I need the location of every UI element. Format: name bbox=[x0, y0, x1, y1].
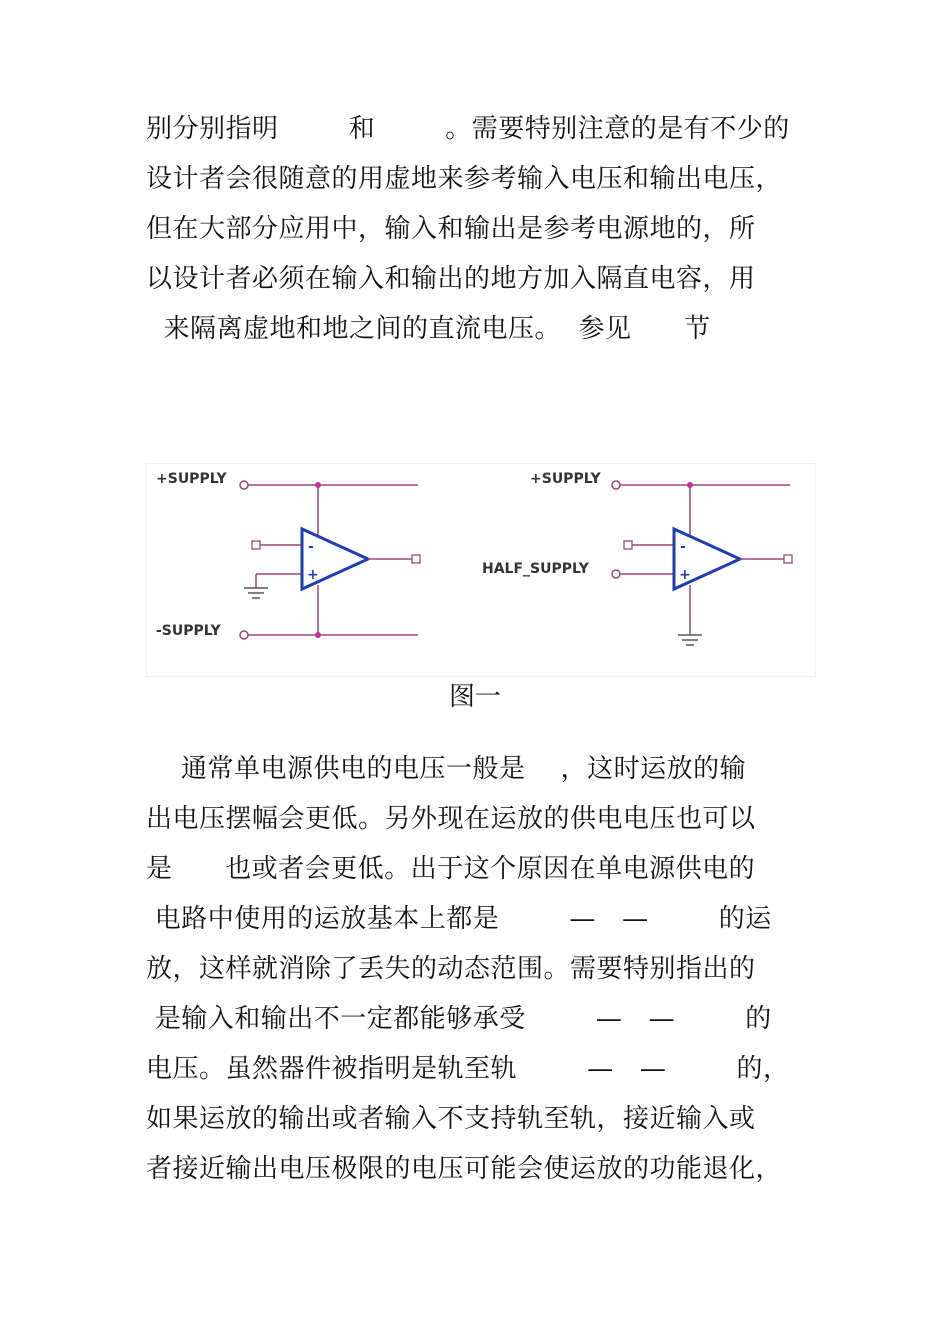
text-line: 以设计者必须在输入和输出的地方加入隔直电容，用 bbox=[146, 264, 756, 294]
noninverting-sign: + bbox=[679, 567, 691, 583]
text-line: 电路中使用的运放基本上都是 — — 的运 bbox=[146, 904, 772, 934]
text-line: 是输入和输出不一定都能够承受 — — 的 bbox=[146, 1004, 772, 1034]
text-line: 电压。虽然器件被指明是轨至轨 — — 的， bbox=[146, 1054, 790, 1084]
input-terminal-icon bbox=[624, 541, 632, 549]
plus-supply-label: +SUPPLY bbox=[530, 471, 601, 487]
inverting-sign: - bbox=[308, 539, 314, 555]
text-line: 是 也或者会更低。出于这个原因在单电源供电的 bbox=[146, 854, 756, 884]
figure-caption: 图一 bbox=[448, 682, 501, 712]
text-line: 者接近输出电压极限的电压可能会使运放的功能退化， bbox=[146, 1154, 783, 1184]
text-line: 通常单电源供电的电压一般是 ，这时运放的输 bbox=[146, 754, 747, 784]
inverting-sign: - bbox=[680, 539, 686, 555]
output-terminal-icon bbox=[412, 555, 420, 563]
text-line: 如果运放的输出或者输入不支持轨至轨，接近输入或 bbox=[146, 1104, 756, 1134]
text-line: 但在大部分应用中，输入和输出是参考电源地的，所 bbox=[146, 214, 756, 244]
text-line: 设计者会很随意的用虚地来参考输入电压和输出电压， bbox=[146, 164, 783, 194]
noninverting-sign: + bbox=[307, 567, 319, 583]
input-terminal-icon bbox=[252, 541, 260, 549]
circuit-diagram bbox=[146, 463, 816, 677]
terminal-icon bbox=[240, 481, 248, 489]
half-supply-label: HALF_SUPPLY bbox=[482, 561, 589, 577]
text-line: 出电压摆幅会更低。另外现在运放的供电电压也可以 bbox=[146, 804, 756, 834]
minus-supply-label: -SUPPLY bbox=[156, 623, 221, 639]
terminal-icon bbox=[240, 631, 248, 639]
terminal-icon bbox=[612, 481, 620, 489]
circuit-figure bbox=[146, 463, 816, 677]
terminal-icon bbox=[612, 570, 620, 578]
plus-supply-label: +SUPPLY bbox=[156, 471, 227, 487]
text-line: 来隔离虚地和地之间的直流电压。 参见 节 bbox=[146, 314, 711, 344]
text-line: 别分别指明 和 。需要特别注意的是有不少的 bbox=[146, 114, 790, 144]
text-line: 放，这样就消除了丢失的动态范围。需要特别指出的 bbox=[146, 954, 756, 984]
output-terminal-icon bbox=[784, 555, 792, 563]
